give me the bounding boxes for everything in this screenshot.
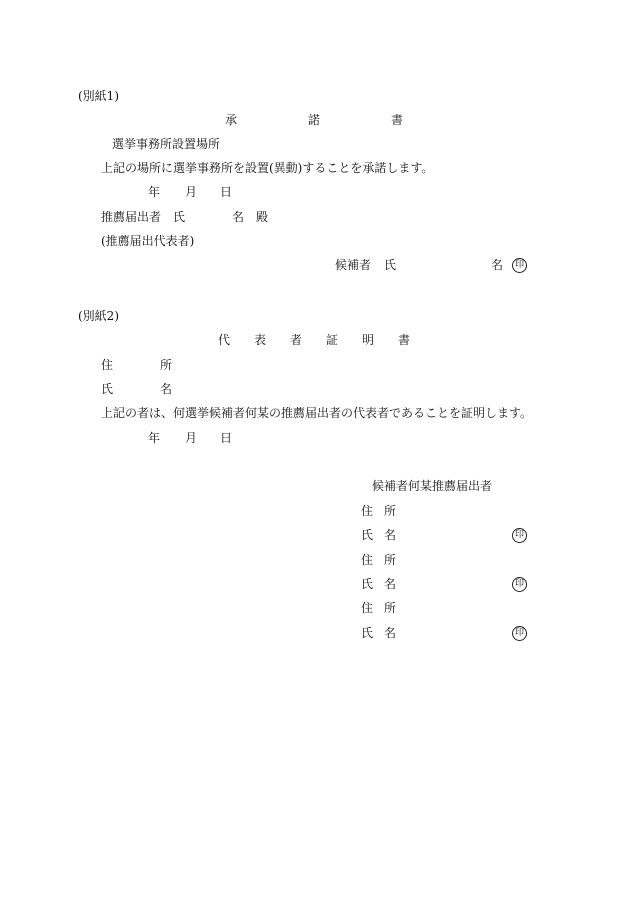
- annex1-title-char: 承: [225, 113, 238, 127]
- addressee-mei: 名: [232, 210, 245, 224]
- candidate-label: 候補者: [335, 258, 372, 272]
- seal-icon: 印: [512, 258, 527, 273]
- annex2-date-day: 日: [220, 431, 233, 445]
- annex1-label: (別紙1): [78, 89, 119, 103]
- name-label-shi: 氏: [101, 382, 114, 396]
- signer-name-shi: 氏: [361, 577, 374, 591]
- annex1-date-year: 年: [148, 185, 161, 199]
- annex1-date-month: 月: [185, 185, 198, 199]
- seal-icon: 印: [512, 528, 527, 543]
- signer-name-mei: 名: [384, 577, 397, 591]
- candidate-mei: 名: [491, 258, 504, 272]
- signer-address-sho: 所: [384, 553, 397, 567]
- seal-icon: 印: [512, 577, 527, 592]
- annex1-title-char: 諾: [308, 113, 321, 127]
- seal-icon: 印: [512, 626, 527, 641]
- representative-note: (推薦届出代表者): [101, 234, 195, 248]
- annex2-date-month: 月: [185, 431, 198, 445]
- location-heading: 選挙事務所設置場所: [112, 137, 221, 151]
- candidate-shi: 氏: [384, 258, 397, 272]
- signer-address-sho: 所: [384, 504, 397, 518]
- annex2-title-char: 明: [362, 333, 375, 347]
- signer-name-mei: 名: [384, 626, 397, 640]
- annex1-title-char: 書: [391, 113, 404, 127]
- annex2-title-char: 証: [326, 333, 339, 347]
- annex1-statement: 上記の場所に選挙事務所を設置(異動)することを承諾します。: [101, 161, 434, 175]
- signers-heading: 候補者何某推薦届出者: [372, 479, 493, 493]
- signer-address-ju: 住: [361, 601, 374, 615]
- signer-name-shi: 氏: [361, 528, 374, 542]
- annex2-title-char: 者: [290, 333, 303, 347]
- annex2-title-char: 代: [218, 333, 231, 347]
- signer-name-shi: 氏: [361, 626, 374, 640]
- annex2-title-char: 書: [398, 333, 411, 347]
- address-label-ju: 住: [101, 358, 114, 372]
- annex1-date-day: 日: [220, 185, 233, 199]
- addressee-label: 推薦届出者: [101, 210, 162, 224]
- addressee-shi: 氏: [173, 210, 186, 224]
- signer-name-mei: 名: [384, 528, 397, 542]
- annex2-label: (別紙2): [78, 309, 119, 323]
- annex2-date-year: 年: [148, 431, 161, 445]
- annex2-title-char: 表: [254, 333, 267, 347]
- addressee-honorific: 殿: [256, 210, 269, 224]
- signer-address-sho: 所: [384, 601, 397, 615]
- signer-address-ju: 住: [361, 504, 374, 518]
- signer-address-ju: 住: [361, 553, 374, 567]
- name-label-mei: 名: [160, 382, 173, 396]
- annex2-statement: 上記の者は、何選挙候補者何某の推薦届出者の代表者であることを証明します。: [101, 406, 533, 420]
- address-label-sho: 所: [160, 358, 173, 372]
